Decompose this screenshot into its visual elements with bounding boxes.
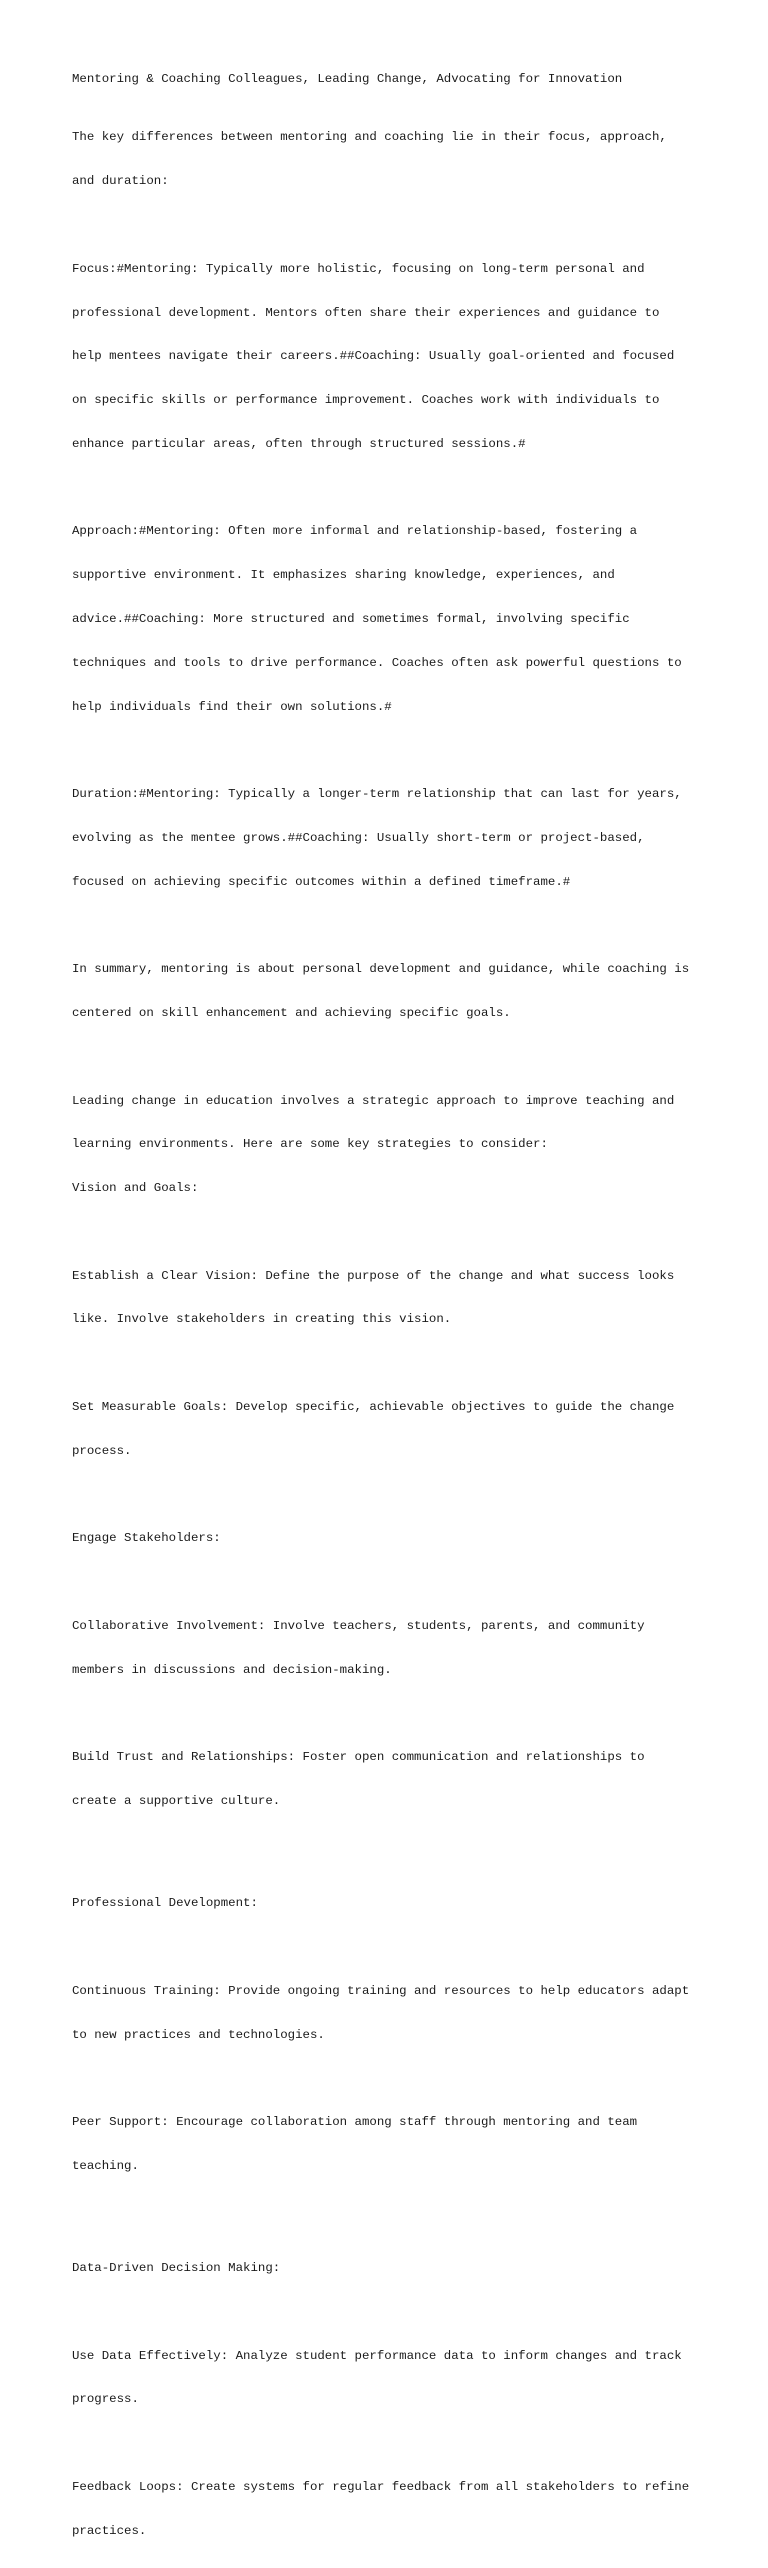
blank-line xyxy=(72,1852,712,1867)
clear-vision-paragraph xyxy=(72,1240,712,1357)
document-title: Mentoring & Coaching Colleagues, Leading Change, Advocating for Innovation xyxy=(72,72,623,86)
professional-development-heading xyxy=(72,1867,712,1940)
text-line: techniques and tools to drive performance. Coaches often ask powerful questions to xyxy=(72,655,682,670)
text-line: teaching. xyxy=(72,2158,139,2173)
text-line: members in discussions and decision-making. xyxy=(72,1662,392,1677)
text-line: to new practices and technologies. xyxy=(72,2027,325,2042)
use-data-paragraph xyxy=(72,2319,712,2436)
section-heading: Vision and Goals: xyxy=(72,1181,199,1196)
text-line: evolving as the mentee grows.##Coaching: Usually short-term or project-based, xyxy=(72,830,645,845)
text-line: Build Trust and Relationships: Foster open communication and relationships to xyxy=(72,1750,645,1765)
text-line: Continuous Training: Provide ongoing training and resources to help educators adapt xyxy=(72,1983,690,1998)
section-heading: Data-Driven Decision Making: xyxy=(72,2261,281,2276)
text-line: The key differences between mentoring and coaching lie in their focus, approach, xyxy=(72,130,667,145)
text-line: practices. xyxy=(72,2523,147,2538)
text-line: enhance particular areas, often through structured sessions.# xyxy=(72,436,526,451)
text-line: Establish a Clear Vision: Define the purpose of the change and what success looks xyxy=(72,1268,675,1283)
text-line: help individuals find their own solutions.# xyxy=(72,699,392,714)
focus-paragraph xyxy=(72,233,712,481)
text-line: Leading change in education involves a strategic approach to improve teaching and xyxy=(72,1093,675,1108)
text-line: and duration: xyxy=(72,174,169,189)
section-heading: Professional Development: xyxy=(72,1896,258,1911)
document-page xyxy=(72,72,712,2568)
text-line: help mentees navigate their careers.##Coaching: Usually goal-oriented and focused xyxy=(72,349,675,364)
text-line: Feedback Loops: Create systems for regular feedback from all stakeholders to refine xyxy=(72,2479,690,2494)
text-line: Use Data Effectively: Analyze student performance data to inform changes and track xyxy=(72,2348,682,2363)
text-line: advice.##Coaching: More structured and sometimes formal, involving specific xyxy=(72,611,630,626)
text-line: professional development. Mentors often share their experiences and guidance to xyxy=(72,305,660,320)
text-line: process. xyxy=(72,1443,132,1458)
approach-paragraph xyxy=(72,495,712,743)
text-line: on specific skills or performance improvement. Coaches work with individuals to xyxy=(72,393,660,408)
continuous-training-paragraph xyxy=(72,1955,712,2072)
summary-paragraph xyxy=(72,933,712,1050)
feedback-loops-paragraph xyxy=(72,2451,712,2568)
build-trust-paragraph xyxy=(72,1721,712,1838)
blank-line xyxy=(72,2217,712,2232)
section-heading: Engage Stakeholders: xyxy=(72,1531,221,1546)
text-line: supportive environment. It emphasizes sharing knowledge, experiences, and xyxy=(72,568,615,583)
text-line: Set Measurable Goals: Develop specific, achievable objectives to guide the change xyxy=(72,1400,675,1415)
text-line: like. Involve stakeholders in creating this vision. xyxy=(72,1312,452,1327)
engage-stakeholders-heading xyxy=(72,1502,712,1575)
text-line: centered on skill enhancement and achieving specific goals. xyxy=(72,1006,511,1020)
text-line: focused on achieving specific outcomes within a defined timeframe.# xyxy=(72,874,571,889)
text-line: Collaborative Involvement: Involve teachers, students, parents, and community xyxy=(72,1618,645,1633)
collaborative-involvement-paragraph xyxy=(72,1590,712,1707)
measurable-goals-paragraph xyxy=(72,1371,712,1488)
duration-paragraph xyxy=(72,758,712,919)
intro-paragraph xyxy=(72,101,712,218)
text-line: learning environments. Here are some key strategies to consider: xyxy=(72,1137,548,1152)
text-line: Focus:#Mentoring: Typically more holistic, focusing on long-term personal and xyxy=(72,261,645,276)
leading-change-paragraph xyxy=(72,1064,712,1225)
peer-support-paragraph xyxy=(72,2086,712,2203)
text-line: progress. xyxy=(72,2392,139,2407)
text-line: In summary, mentoring is about personal development and guidance, while coaching is xyxy=(72,962,690,977)
text-line: Peer Support: Encourage collaboration among staff through mentoring and team xyxy=(72,2115,638,2130)
text-line: Duration:#Mentoring: Typically a longer-term relationship that can last for years, xyxy=(72,787,682,802)
text-line: create a supportive culture. xyxy=(72,1794,281,1809)
text-line: Approach:#Mentoring: Often more informal and relationship-based, fostering a xyxy=(72,524,638,539)
data-driven-heading xyxy=(72,2232,712,2305)
